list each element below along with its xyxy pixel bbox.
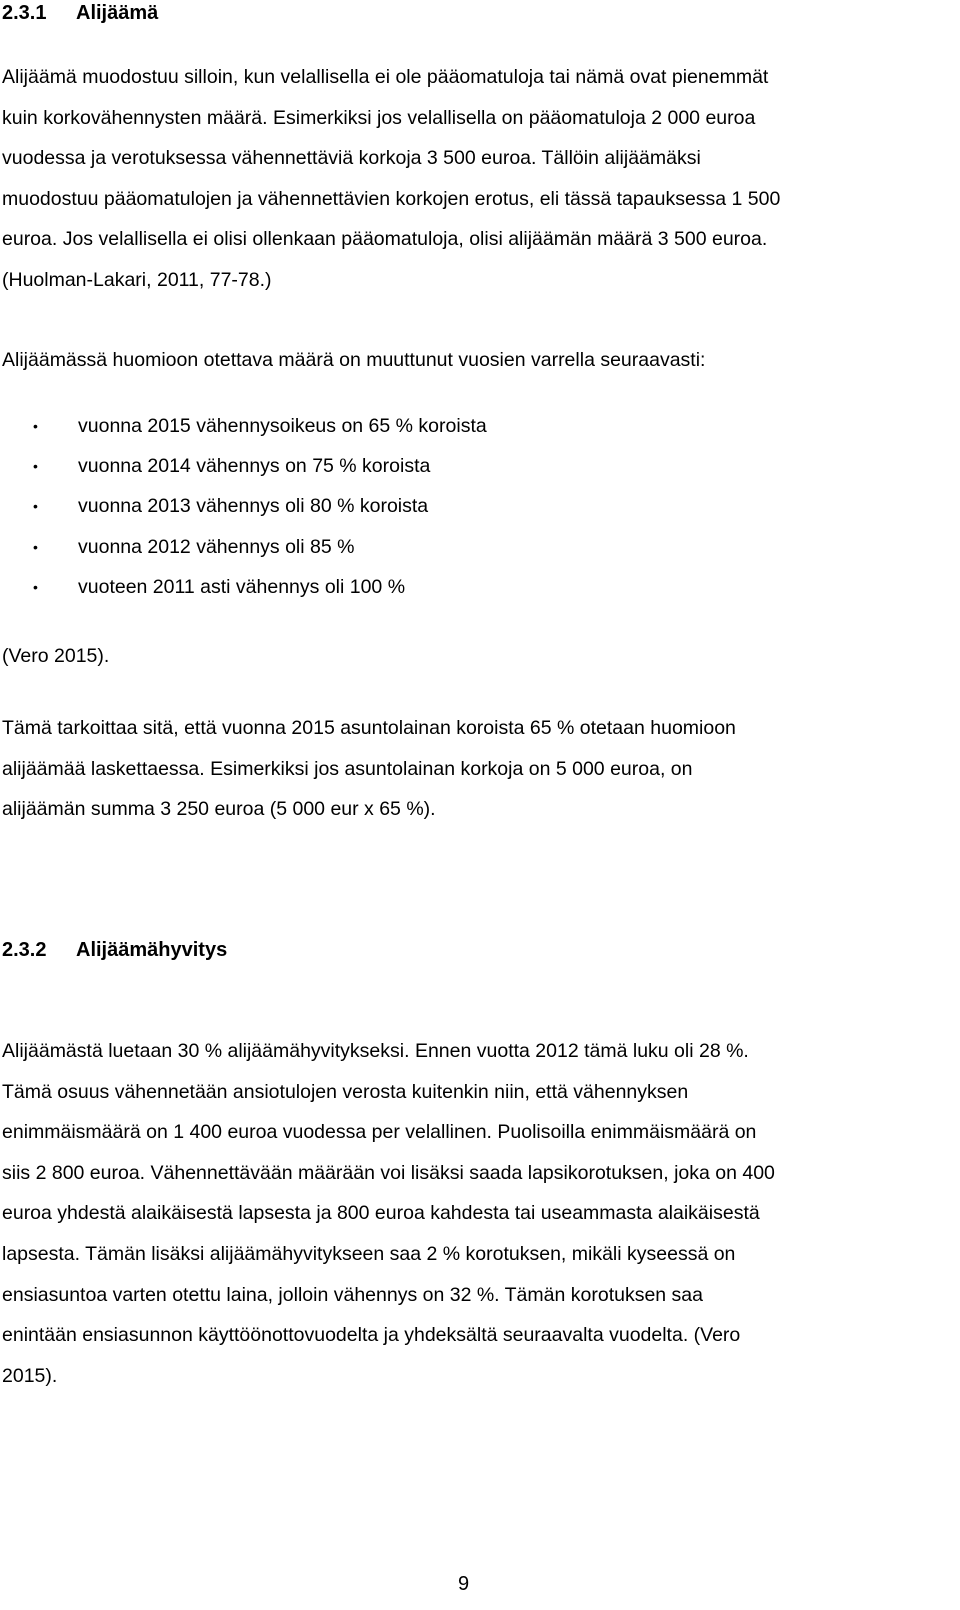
text-line: enimmäismäärä on 1 400 euroa vuodessa per velallinen. Puolisoilla enimmäismäärä on	[2, 1121, 757, 1144]
page-number: 9	[458, 1573, 470, 1595]
paragraph-alijaama-definition	[2, 57, 950, 301]
text-line: vuodessa ja verotuksessa vähennettäviä korkoja 3 500 euroa. Tällöin alijäämäksi	[2, 147, 701, 170]
bullet-icon: •	[33, 418, 38, 434]
text-line: euroa yhdestä alaikäisestä lapsesta ja 800 euroa kahdesta tai useammasta alaikäisestä	[2, 1202, 760, 1225]
list-item	[2, 446, 902, 486]
bullet-icon: •	[33, 538, 38, 555]
text-line: siis 2 800 euroa. Vähennettävään määrään voi lisäksi saada lapsikorotuksen, joka on 400	[2, 1161, 775, 1184]
section-number: 2.3.1	[2, 2, 47, 24]
text-line: lapsesta. Tämän lisäksi alijäämähyvitykseen saa 2 % korotuksen, mikäli kyseessä on	[2, 1242, 736, 1265]
list-item-text: vuonna 2015 vähennysoikeus on 65 % koroista	[78, 415, 487, 437]
section-title: Alijäämä	[76, 2, 159, 24]
text-line: muodostuu pääomatulojen ja vähennettävien korkojen erotus, eli tässä tapauksessa 1 500	[2, 187, 781, 210]
text-line: (Huolman-Lakari, 2011, 77-78.)	[2, 268, 272, 291]
source-citation	[2, 636, 950, 677]
deduction-rate-list	[2, 406, 902, 607]
text-line: euroa. Jos velallisella ei olisi ollenkaan pääomatuloja, olisi alijäämän määrä 3 500 euroa.	[2, 228, 768, 251]
list-item	[2, 406, 902, 446]
text-line: Alijäämä muodostuu silloin, kun velallisella ei ole pääomatuloja tai nämä ovat pienemmät	[2, 66, 769, 88]
list-item	[2, 486, 902, 526]
section-heading-alijaamahyvitys	[2, 938, 227, 962]
list-item-text: vuonna 2013 vähennys oli 80 % koroista	[78, 495, 429, 518]
list-item-text: vuonna 2014 vähennys on 75 % koroista	[78, 455, 431, 478]
section-heading-alijaama	[2, 1, 158, 25]
bullet-icon: •	[33, 578, 38, 595]
list-item	[2, 527, 902, 567]
paragraph-alijaama-example	[2, 708, 950, 830]
bullet-icon: •	[33, 458, 38, 475]
text-line: ensiasuntoa varten otettu laina, jolloin vähennys on 32 %. Tämän korotuksen saa	[2, 1283, 704, 1306]
list-item	[2, 567, 902, 607]
section-title: Alijäämähyvitys	[76, 939, 228, 961]
text-line: Alijäämässä huomioon otettava määrä on muuttunut vuosien varrella seuraavasti:	[2, 349, 706, 371]
list-item-text: vuonna 2012 vähennys oli 85 %	[78, 535, 355, 558]
text-line: Alijäämästä luetaan 30 % alijäämähyvitykseksi. Ennen vuotta 2012 tämä luku oli 28 %.	[2, 1040, 749, 1062]
paragraph-alijaama-changes	[2, 340, 950, 381]
text-line: kuin korkovähennysten määrä. Esimerkiksi jos velallisella on pääomatuloja 2 000 euroa	[2, 106, 756, 129]
list-item-text: vuoteen 2011 asti vähennys oli 100 %	[78, 575, 406, 598]
text-line: Tämä osuus vähennetään ansiotulojen verosta kuitenkin niin, että vähennyksen	[2, 1080, 689, 1103]
text-line: 2015).	[2, 1364, 58, 1387]
bullet-icon: •	[33, 498, 38, 515]
text-line: alijäämän summa 3 250 euroa (5 000 eur x 65 %).	[2, 798, 436, 821]
text-line: enintään ensiasunnon käyttöönottovuodelta ja yhdeksältä seuraavalta vuodelta. (Vero	[2, 1324, 741, 1347]
section-number: 2.3.2	[2, 939, 47, 961]
text-line: alijäämää laskettaessa. Esimerkiksi jos asuntolainan korkoja on 5 000 euroa, on	[2, 757, 693, 780]
paragraph-alijaamahyvitys	[2, 1031, 950, 1396]
text-line: (Vero 2015).	[2, 645, 110, 667]
text-line: Tämä tarkoittaa sitä, että vuonna 2015 asuntolainan koroista 65 % otetaan huomioon	[2, 717, 736, 739]
